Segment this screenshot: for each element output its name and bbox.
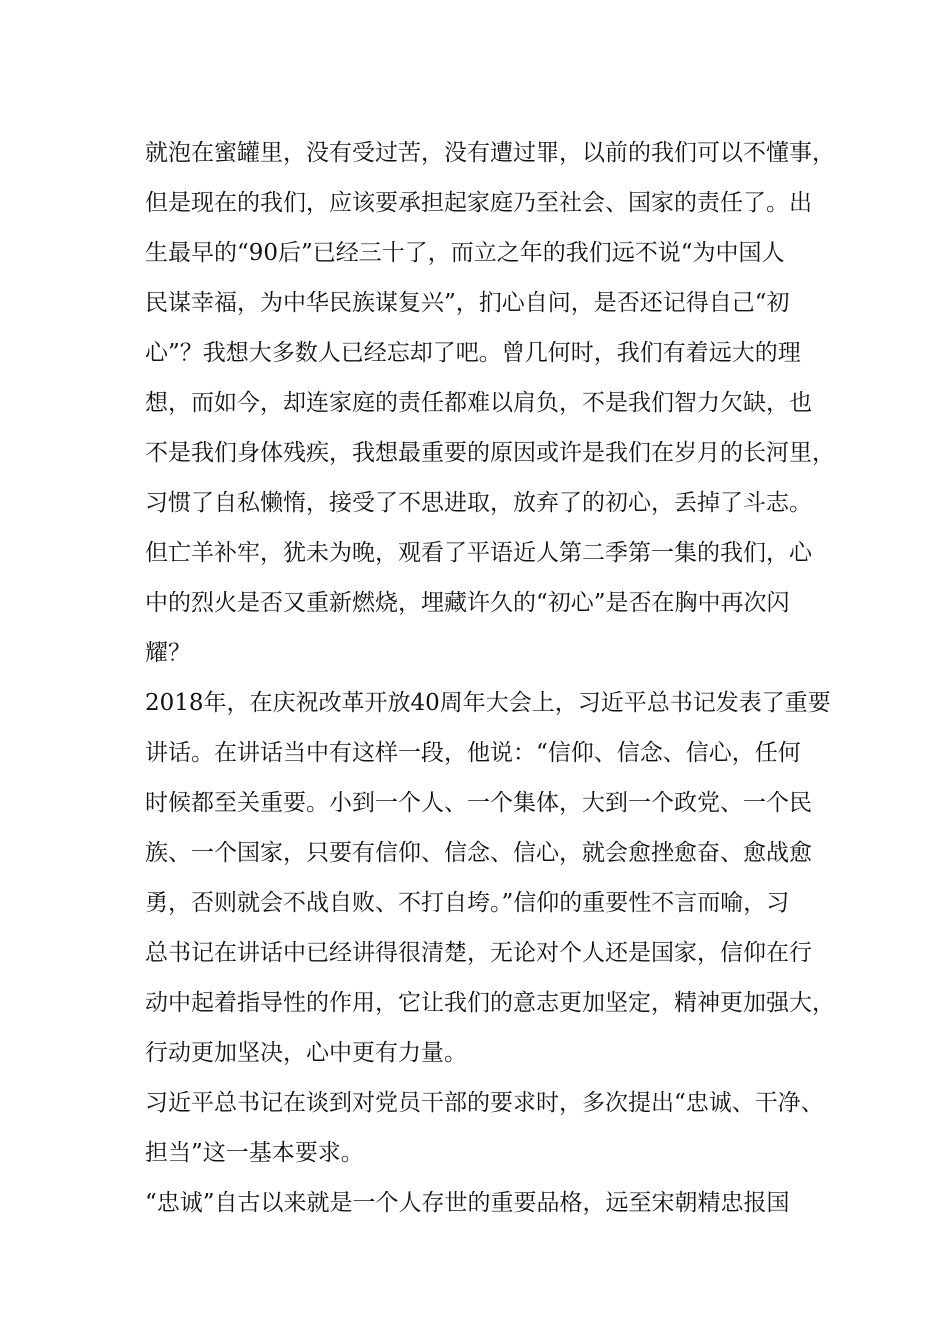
text-line: 民谋幸福，为中华民族谋复兴”，扪心自问，是否还记得自己“初: [145, 290, 790, 316]
body-text: [145, 128, 835, 1228]
text-line: 时候都至关重要。小到一个人、一个集体，大到一个政党、一个民: [145, 790, 812, 816]
text-line: 2018年，在庆祝改革开放40周年大会上，习近平总书记发表了重要: [145, 690, 831, 716]
text-line: 但是现在的我们，应该要承担起家庭乃至社会、国家的责任了。出: [145, 190, 812, 216]
text-line: 行动更加坚决，心中更有力量。: [145, 1040, 467, 1066]
text-line: 不是我们身体残疾，我想最重要的原因或许是我们在岁月的长河里，: [145, 440, 835, 466]
text-line: 习近平总书记在谈到对党员干部的要求时，多次提出“忠诚、干净、: [145, 1090, 824, 1116]
text-line: 耀？: [145, 640, 191, 666]
text-line: 中的烈火是否又重新燃烧，埋藏许久的“初心”是否在胸中再次闪: [145, 590, 790, 616]
text-line: 就泡在蜜罐里，没有受过苦，没有遭过罪，以前的我们可以不懂事，: [145, 140, 835, 166]
text-line: 心”？我想大多数人已经忘却了吧。曾几何时，我们有着远大的理: [145, 340, 801, 366]
text-line: 族、一个国家，只要有信仰、信念、信心，就会愈挫愈奋、愈战愈: [145, 840, 812, 866]
text-line: 习惯了自私懒惰，接受了不思进取，放弃了的初心，丢掉了斗志。: [145, 490, 812, 516]
text-line: 勇，否则就会不战自败、不打自垮。”信仰的重要性不言而喻，习: [145, 890, 790, 916]
text-line: 总书记在讲话中已经讲得很清楚，无论对个人还是国家，信仰在行: [145, 940, 812, 966]
text-line: 但亡羊补牢，犹未为晚，观看了平语近人第二季第一集的我们，心: [145, 540, 812, 566]
text-line: 想，而如今，却连家庭的责任都难以肩负，不是我们智力欠缺，也: [145, 390, 812, 416]
text-line: 担当”这一基本要求。: [145, 1140, 364, 1166]
text-line: “忠诚”自古以来就是一个人存世的重要品格，远至宋朝精忠报国: [145, 1190, 790, 1216]
text-line: 动中起着指导性的作用，它让我们的意志更加坚定，精神更加强大，: [145, 990, 835, 1016]
text-line: 生最早的“90后”已经三十了，而立之年的我们远不说“为中国人: [145, 240, 785, 266]
text-line: 讲话。在讲话当中有这样一段，他说：“信仰、信念、信心，任何: [145, 740, 801, 766]
